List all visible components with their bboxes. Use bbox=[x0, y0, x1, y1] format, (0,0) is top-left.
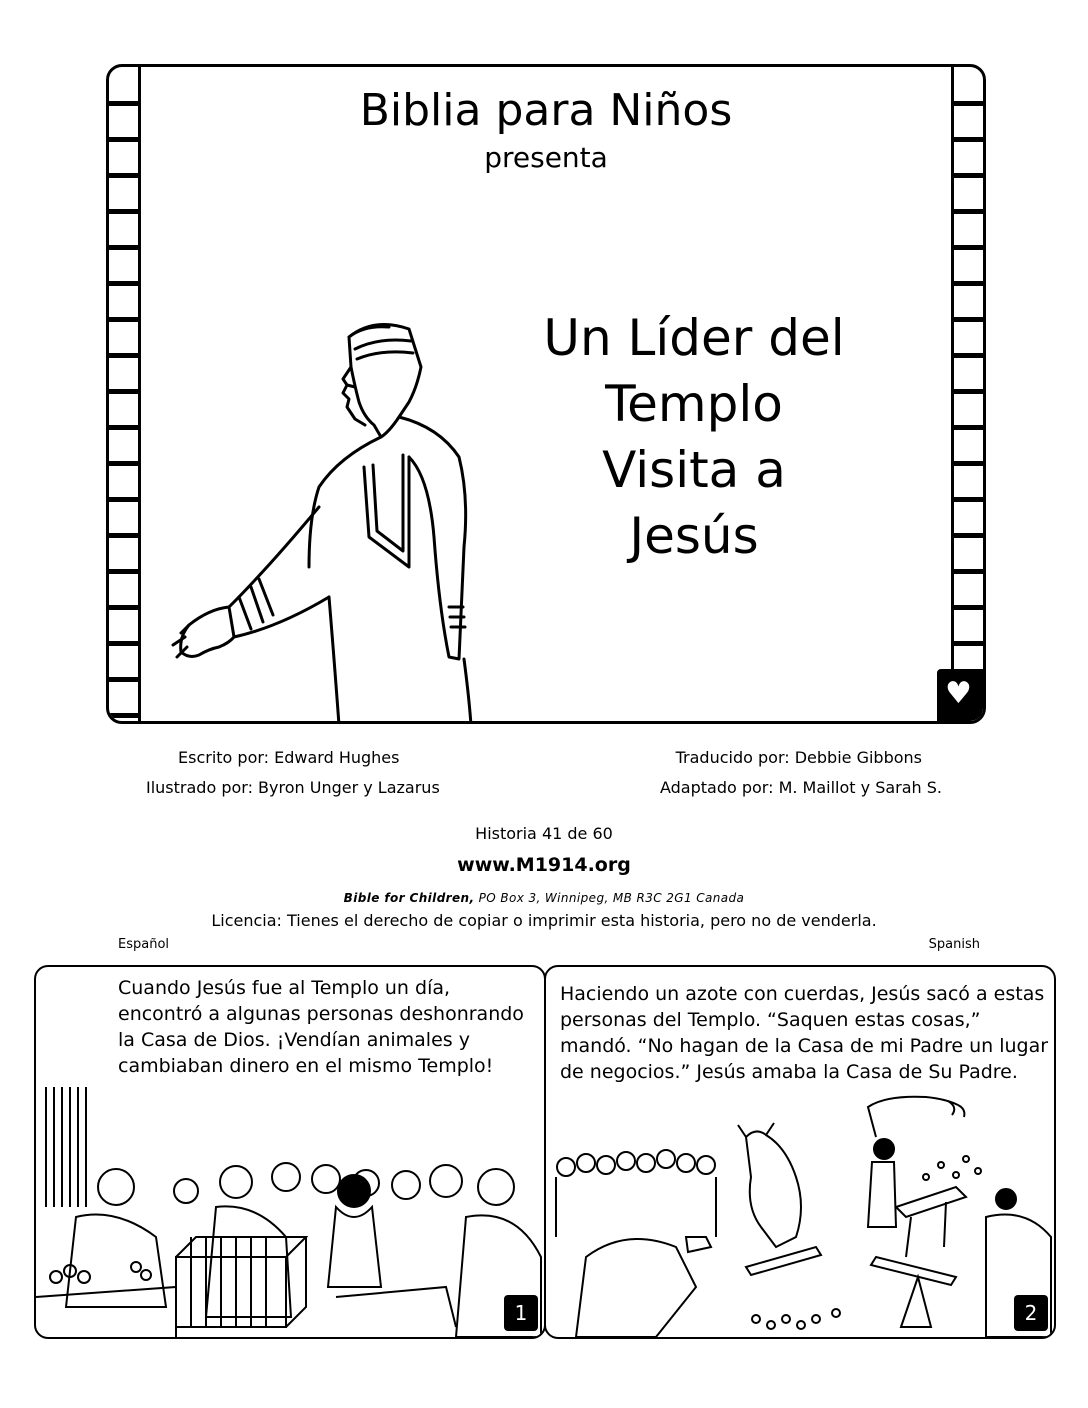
film-strip-rung bbox=[954, 533, 983, 538]
mailing-address bbox=[0, 891, 1088, 905]
film-strip-rung bbox=[109, 497, 138, 502]
story-panel-2 bbox=[544, 965, 1056, 1339]
cover-frame bbox=[106, 64, 986, 724]
film-strip-rung bbox=[954, 245, 983, 250]
film-strip-rung bbox=[954, 317, 983, 322]
film-strip-rung bbox=[109, 317, 138, 322]
address-text: PO Box 3, Winnipeg, MB R3C 2G1 Canada bbox=[474, 891, 745, 905]
film-strip-rung bbox=[109, 353, 138, 358]
story-title bbox=[529, 305, 859, 569]
film-strip-rung bbox=[109, 245, 138, 250]
film-strip-rung bbox=[954, 389, 983, 394]
license-text: Licencia: Tienes el derecho de copiar o imprimir esta historia, pero no de venderla. bbox=[211, 911, 877, 930]
presents-label: presenta bbox=[484, 141, 608, 174]
film-strip-rung bbox=[954, 641, 983, 646]
film-strip-rung bbox=[109, 461, 138, 466]
story-number: Historia 41 de 60 bbox=[475, 824, 613, 843]
heart-badge bbox=[937, 669, 983, 721]
film-strip-rung bbox=[954, 353, 983, 358]
language-label-en: Spanish bbox=[928, 937, 980, 952]
temple-market-illustration bbox=[36, 1087, 546, 1337]
heart-icon: ♥ bbox=[945, 676, 972, 711]
org-name: Bible for Children, bbox=[343, 891, 475, 905]
story-title-line: Visita a bbox=[602, 441, 786, 499]
nicodemus-illustration bbox=[159, 307, 499, 724]
film-strip-rung bbox=[109, 533, 138, 538]
series-title: Biblia para Niños bbox=[359, 85, 733, 136]
film-strip-rung bbox=[954, 281, 983, 286]
film-strip-rung bbox=[109, 677, 138, 682]
panel-text: Haciendo un azote con cuerdas, Jesús sacó a estas personas del Templo. “Saquen estas cosas,” mandó. “No hagan de la Casa de mi Padre un lugar de negocios.” Jesús amaba la Casa de Su Padre. bbox=[560, 983, 1049, 1083]
film-strip-rung bbox=[954, 425, 983, 430]
story-title-line: Templo bbox=[605, 375, 783, 433]
film-strip-rung bbox=[109, 281, 138, 286]
story-panel-1 bbox=[34, 965, 546, 1339]
illustrated-by: Ilustrado por: Byron Unger y Lazarus bbox=[146, 778, 440, 797]
film-strip-rung bbox=[109, 713, 138, 718]
page-number: 2 bbox=[1014, 1295, 1048, 1331]
film-strip-rung bbox=[954, 209, 983, 214]
written-by: Escrito por: Edward Hughes bbox=[178, 748, 400, 767]
film-strip-rung bbox=[954, 605, 983, 610]
adapted-by: Adaptado por: M. Maillot y Sarah S. bbox=[659, 778, 942, 797]
story-title-line: Jesús bbox=[629, 507, 759, 565]
story-title-line: Un Líder del bbox=[543, 309, 845, 367]
language-label: Español bbox=[118, 937, 170, 952]
film-strip-rung bbox=[109, 425, 138, 430]
film-strip-rung bbox=[109, 209, 138, 214]
website-link[interactable]: www.M1914.org bbox=[457, 854, 631, 876]
film-strip-rung bbox=[109, 569, 138, 574]
translated-by: Traducido por: Debbie Gibbons bbox=[675, 748, 922, 767]
film-strip-rung bbox=[954, 497, 983, 502]
film-strip-rung bbox=[109, 389, 138, 394]
page-number: 1 bbox=[504, 1295, 538, 1331]
film-strip-rung bbox=[954, 569, 983, 574]
film-strip-rung bbox=[954, 461, 983, 466]
film-strip-rung bbox=[109, 605, 138, 610]
panel-text: Cuando Jesús fue al Templo un día, encontró a algunas personas deshonrando la Casa de Dios. ¡Vendían animales y cambiaban dinero en el mismo Templo! bbox=[118, 977, 524, 1077]
jesus-cleansing-temple-illustration bbox=[546, 1087, 1056, 1337]
film-strip-rung bbox=[109, 641, 138, 646]
